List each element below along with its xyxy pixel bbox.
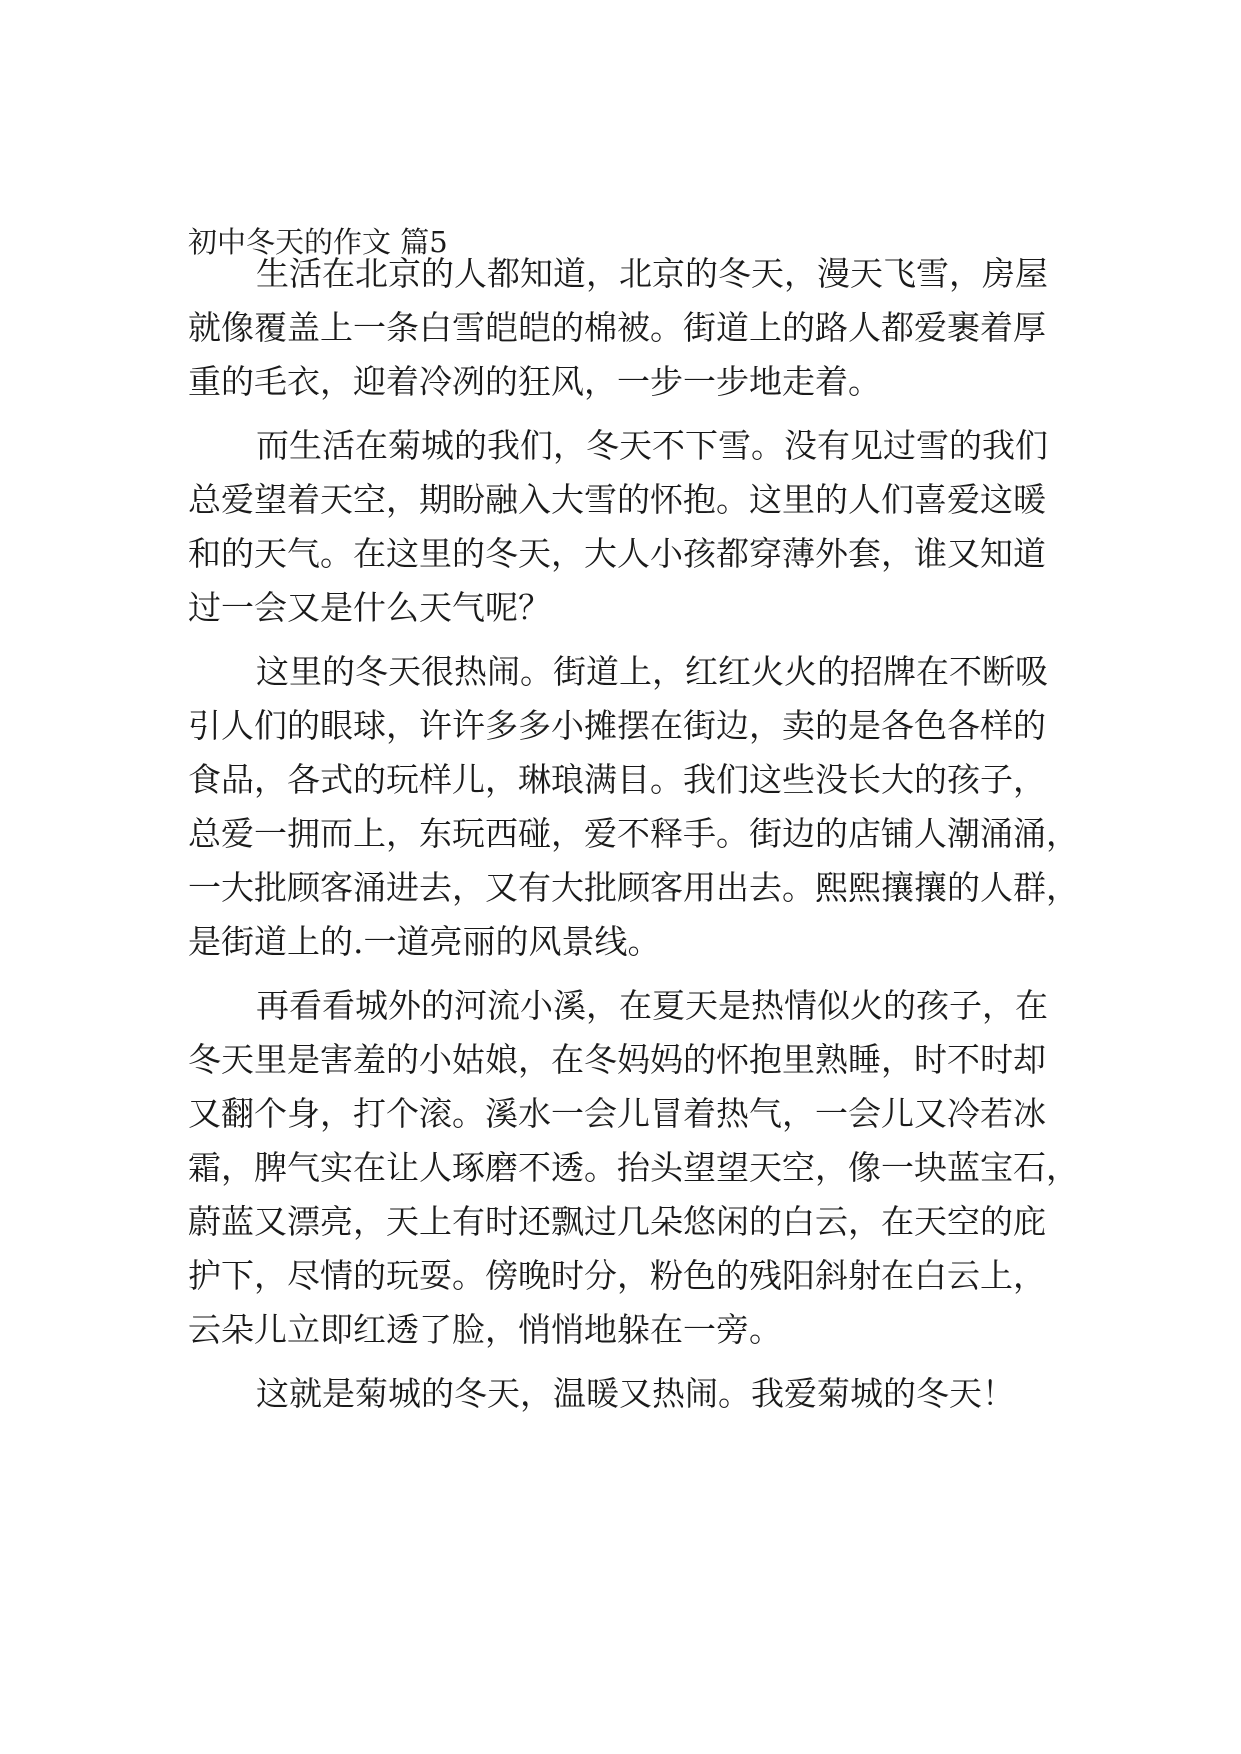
paragraph-3-line-2: 引人们的眼球，许许多多小摊摆在街边，卖的是各色各样的 [188,706,1046,745]
paragraph-4-line-6: 护下，尽情的玩耍。傍晚时分，粉色的残阳斜射在白云上， [188,1256,1046,1295]
paragraph-2-line-4: 过一会又是什么天气呢？ [188,588,551,627]
paragraph-4-line-7: 云朵儿立即红透了脸，悄悄地躲在一旁。 [188,1310,782,1349]
paragraph-2-line-3: 和的天气。在这里的冬天，大人小孩都穿薄外套，谁又知道 [188,534,1046,573]
paragraph-3-line-3: 食品，各式的玩样儿，琳琅满目。我们这些没长大的孩子， [188,760,1046,799]
paragraph-4-line-5: 蔚蓝又漂亮，天上有时还飘过几朵悠闲的白云，在天空的庇 [188,1202,1046,1241]
paragraph-3-line-6: 是街道上的.一道亮丽的风景线。 [188,922,661,961]
essay-title: 初中冬天的作文 篇5 [188,225,448,259]
paragraph-1-line-1: 生活在北京的人都知道，北京的冬天，漫天飞雪，房屋 [256,254,1048,293]
paragraph-2-line-1: 而生活在菊城的我们，冬天不下雪。没有见过雪的我们 [256,426,1048,465]
paragraph-4-line-4: 霜，脾气实在让人琢磨不透。抬头望望天空，像一块蓝宝石， [188,1148,1079,1187]
paragraph-4-line-2: 冬天里是害羞的小姑娘，在冬妈妈的怀抱里熟睡，时不时却 [188,1040,1046,1079]
paragraph-1-line-3: 重的毛衣，迎着冷冽的狂风，一步一步地走着。 [188,362,881,401]
paragraph-5-line-1: 这就是菊城的冬天，温暖又热闹。我爱菊城的冬天！ [256,1374,1015,1413]
paragraph-4-line-1: 再看看城外的河流小溪，在夏天是热情似火的孩子，在 [256,986,1048,1025]
paragraph-1-line-2: 就像覆盖上一条白雪皑皑的棉被。街道上的路人都爱裹着厚 [188,308,1046,347]
paragraph-2-line-2: 总爱望着天空，期盼融入大雪的怀抱。这里的人们喜爱这暖 [188,480,1046,519]
paragraph-3-line-1: 这里的冬天很热闹。街道上，红红火火的招牌在不断吸 [256,652,1048,691]
paragraph-3-line-4: 总爱一拥而上，东玩西碰，爱不释手。街边的店铺人潮涌涌， [188,814,1079,853]
paragraph-4-line-3: 又翻个身，打个滚。溪水一会儿冒着热气，一会儿又冷若冰 [188,1094,1046,1133]
paragraph-3-line-5: 一大批顾客涌进去，又有大批顾客用出去。熙熙攘攘的人群， [188,868,1079,907]
